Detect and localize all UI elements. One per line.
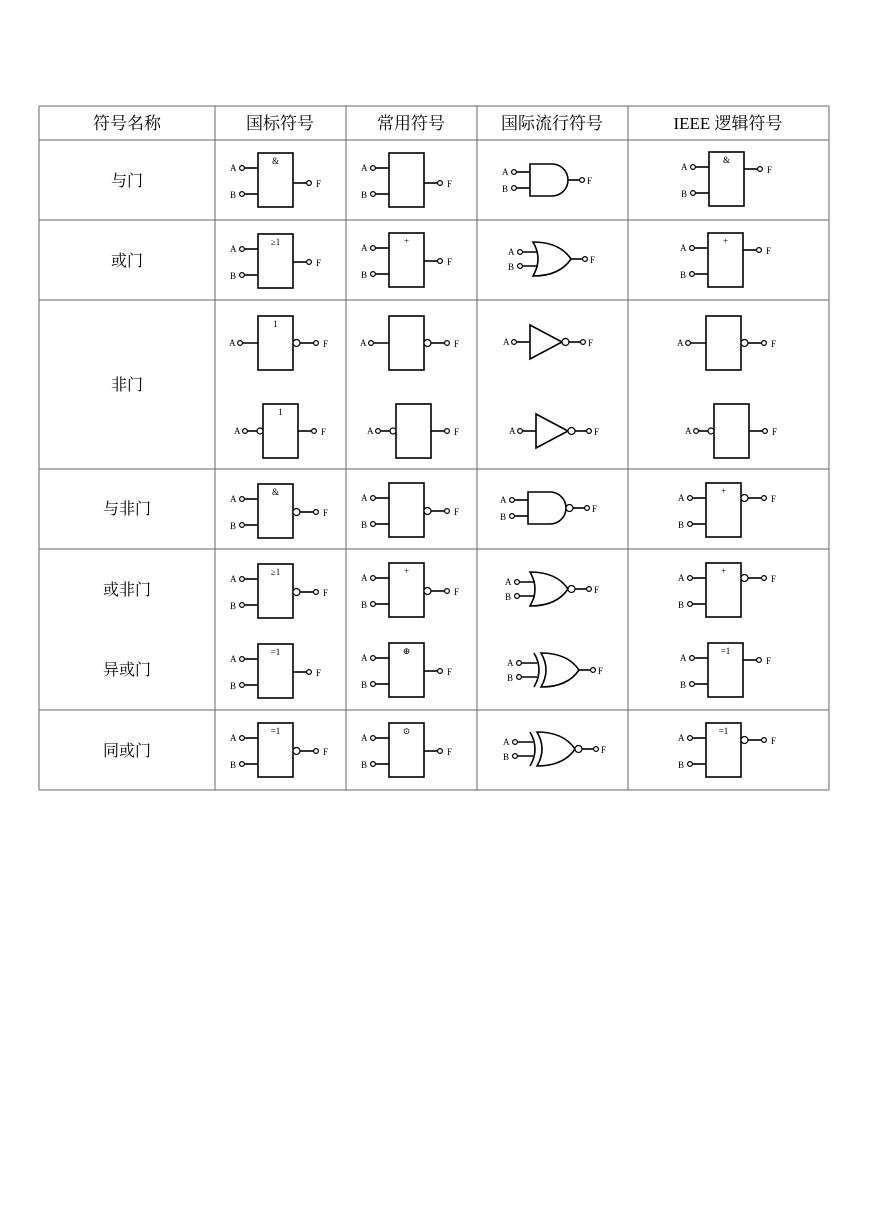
intl-xnor-gate-body <box>537 732 575 766</box>
intl-and-gate-pin-a: A <box>502 167 509 177</box>
gb-or-gate-pin-a: A <box>230 244 237 254</box>
gb-nor-gate-pin-b: B <box>230 601 237 611</box>
intl-nand-gate-pin-b: B <box>500 512 507 522</box>
intl-nand-gate-pin-a: A <box>500 495 507 505</box>
ieee-and-gate-label: & <box>722 155 731 165</box>
gb-not-gate-in-pin-a: A <box>234 426 241 436</box>
common-nor-gate <box>361 563 459 617</box>
intl-not-gate-1-pin-f: F <box>588 338 594 348</box>
header-international-symbol: 国际流行符号 <box>501 114 603 133</box>
ieee-nor-gate <box>678 563 776 617</box>
gb-xor-gate <box>230 644 321 698</box>
ieee-xor-gate-label: =1 <box>720 646 731 656</box>
common-nor-gate-pin-f: F <box>454 587 460 597</box>
gb-nand-gate <box>230 484 328 538</box>
gb-or-gate-pin-b: B <box>230 271 237 281</box>
ieee-not-gate-in-pin-f: F <box>772 427 778 437</box>
ieee-nand-gate-pin-f: F <box>771 494 777 504</box>
gb-xnor-gate-pin-f: F <box>323 747 329 757</box>
intl-xor-gate-pin-f: F <box>598 666 604 676</box>
common-xnor-gate-pin-f: F <box>447 747 453 757</box>
common-and-gate <box>361 153 452 207</box>
intl-or-gate-body <box>533 242 571 276</box>
intl-xor-gate-pin-a: A <box>507 658 514 668</box>
gb-xor-gate-label: =1 <box>270 647 281 657</box>
common-xor-gate-pin-f: F <box>447 667 453 677</box>
intl-nor-gate-pin-a: A <box>505 577 512 587</box>
gb-xnor-gate-pin-b: B <box>230 760 237 770</box>
ieee-and-gate <box>681 152 772 206</box>
gb-xnor-gate-pin-a: A <box>230 733 237 743</box>
intl-xnor-gate-xor-bar <box>530 732 535 766</box>
ieee-nor-gate-pin-b: B <box>678 600 685 610</box>
gb-or-gate <box>230 234 321 288</box>
gb-not-gate-out-pin-a: A <box>229 338 236 348</box>
intl-not-gate-2-pin-a: A <box>509 426 516 436</box>
ieee-and-gate-pin-f: F <box>767 165 773 175</box>
common-xnor-gate-label: ⊙ <box>402 726 411 736</box>
row-name-nor-gate: 或非门 <box>102 582 152 599</box>
gb-not-gate-in-pin-f: F <box>321 427 327 437</box>
gb-and-gate <box>230 153 321 207</box>
ieee-xnor-gate <box>678 723 776 777</box>
ieee-not-gate-out-pin-a: A <box>677 338 684 348</box>
common-not-gate-in-pin-f: F <box>454 427 460 437</box>
intl-xnor-gate-pin-b: B <box>503 752 510 762</box>
common-not-gate-in-pin-a: A <box>367 426 374 436</box>
common-not-gate-out <box>360 316 459 370</box>
common-nand-gate-body <box>389 483 424 537</box>
intl-not-gate-1-body <box>530 325 562 359</box>
intl-not-gate-1 <box>503 325 593 359</box>
header-ieee-symbol: IEEE 逻辑符号 <box>673 114 783 133</box>
intl-or-gate-pin-b: B <box>508 262 515 272</box>
gb-and-gate-pin-b: B <box>230 190 237 200</box>
ieee-not-gate-out-body <box>706 316 741 370</box>
common-not-gate-out-pin-a: A <box>360 338 367 348</box>
row-name-nand-gate: 与非门 <box>102 501 152 518</box>
intl-not-gate-2 <box>509 414 599 448</box>
row-name-not-gate: 非门 <box>110 377 144 394</box>
gb-nand-gate-pin-b: B <box>230 521 237 531</box>
common-not-gate-in-body <box>396 404 431 458</box>
common-and-gate-body <box>389 153 424 207</box>
gb-not-gate-in <box>234 404 326 458</box>
gb-not-gate-out <box>229 316 328 370</box>
gb-or-gate-pin-f: F <box>316 258 322 268</box>
common-nand-gate-pin-a: A <box>361 493 368 503</box>
intl-xnor-gate <box>503 732 606 766</box>
common-xor-gate-pin-b: B <box>361 680 368 690</box>
gate-symbols <box>229 152 777 777</box>
ieee-or-gate-label: + <box>722 236 729 246</box>
ieee-xnor-gate-pin-b: B <box>678 760 685 770</box>
row-names <box>103 172 151 760</box>
intl-xnor-gate-pin-f: F <box>601 745 607 755</box>
common-or-gate-label: + <box>403 236 410 246</box>
intl-and-gate-body <box>530 164 568 196</box>
ieee-nand-gate-pin-b: B <box>678 520 685 530</box>
intl-and-gate-pin-b: B <box>502 184 509 194</box>
common-or-gate-pin-f: F <box>447 257 453 267</box>
gb-nand-gate-pin-f: F <box>323 508 329 518</box>
gb-or-gate-label: ≥1 <box>270 237 281 247</box>
intl-xor-gate <box>507 653 603 687</box>
intl-nand-gate-body <box>528 492 566 524</box>
ieee-nor-gate-pin-a: A <box>678 573 685 583</box>
intl-and-gate <box>502 164 592 196</box>
header-gb-symbol: 国标符号 <box>246 114 314 133</box>
row-name-xnor-gate: 同或门 <box>102 743 152 760</box>
intl-and-gate-pin-f: F <box>587 176 593 186</box>
ieee-xor-gate-pin-b: B <box>680 680 687 690</box>
ieee-or-gate <box>680 233 771 287</box>
header-common-symbol: 常用符号 <box>377 114 445 133</box>
ieee-xnor-gate-pin-f: F <box>771 736 777 746</box>
common-or-gate-pin-a: A <box>361 243 368 253</box>
gb-not-gate-out-pin-f: F <box>323 339 329 349</box>
gb-nor-gate-pin-f: F <box>323 588 329 598</box>
gb-not-gate-out-label: 1 <box>273 319 278 329</box>
common-xnor-gate-pin-a: A <box>361 733 368 743</box>
common-xor-gate-label: ⊕ <box>402 646 411 656</box>
ieee-nor-gate-pin-f: F <box>771 574 777 584</box>
intl-xor-gate-pin-b: B <box>507 673 514 683</box>
intl-nand-gate <box>500 492 597 524</box>
gb-nand-gate-label: & <box>271 487 280 497</box>
common-xor-gate <box>361 643 452 697</box>
common-or-gate <box>361 233 452 287</box>
row-name-and-gate: 与门 <box>110 173 144 190</box>
table-grid <box>39 106 829 790</box>
ieee-xor-gate <box>680 643 771 697</box>
ieee-and-gate-pin-a: A <box>681 162 688 172</box>
common-nor-gate-pin-a: A <box>361 573 368 583</box>
gb-and-gate-label: & <box>271 156 280 166</box>
common-and-gate-pin-a: A <box>361 163 368 173</box>
gb-xor-gate-pin-f: F <box>316 668 322 678</box>
ieee-not-gate-in-body <box>714 404 749 458</box>
ieee-nand-gate-pin-a: A <box>678 493 685 503</box>
gb-xor-gate-pin-a: A <box>230 654 237 664</box>
gb-nand-gate-pin-a: A <box>230 494 237 504</box>
ieee-not-gate-in <box>685 404 777 458</box>
common-nand-gate <box>361 483 459 537</box>
ieee-nor-gate-label: + <box>720 566 727 576</box>
intl-or-gate-pin-f: F <box>590 255 596 265</box>
intl-nor-gate-body <box>530 572 568 606</box>
ieee-xnor-gate-pin-a: A <box>678 733 685 743</box>
ieee-nand-gate-label: + <box>720 486 727 496</box>
ieee-not-gate-out-pin-f: F <box>771 339 777 349</box>
gb-not-gate-in-label: 1 <box>278 407 283 417</box>
row-name-xor-gate: 异或门 <box>102 662 152 679</box>
ieee-nand-gate <box>678 483 776 537</box>
intl-not-gate-2-pin-f: F <box>594 427 600 437</box>
ieee-not-gate-out <box>677 316 776 370</box>
ieee-xor-gate-pin-f: F <box>766 656 772 666</box>
ieee-xnor-gate-label: =1 <box>718 726 729 736</box>
intl-nor-gate <box>505 572 599 606</box>
common-xnor-gate <box>361 723 452 777</box>
common-and-gate-pin-b: B <box>361 190 368 200</box>
common-not-gate-out-pin-f: F <box>454 339 460 349</box>
common-nor-gate-pin-b: B <box>361 600 368 610</box>
gb-nor-gate-pin-a: A <box>230 574 237 584</box>
intl-or-gate-pin-a: A <box>508 247 515 257</box>
ieee-not-gate-in-pin-a: A <box>685 426 692 436</box>
intl-xnor-gate-pin-a: A <box>503 737 510 747</box>
ieee-or-gate-pin-b: B <box>680 270 687 280</box>
gb-and-gate-pin-f: F <box>316 179 322 189</box>
common-or-gate-pin-b: B <box>361 270 368 280</box>
common-nand-gate-pin-b: B <box>361 520 368 530</box>
header-symbol-name: 符号名称 <box>93 114 161 133</box>
intl-xor-gate-xor-bar <box>534 653 539 687</box>
intl-not-gate-2-body <box>536 414 568 448</box>
common-nand-gate-pin-f: F <box>454 507 460 517</box>
common-xnor-gate-pin-b: B <box>361 760 368 770</box>
intl-not-gate-1-pin-a: A <box>503 337 510 347</box>
intl-nor-gate-pin-b: B <box>505 592 512 602</box>
ieee-or-gate-pin-f: F <box>766 246 772 256</box>
common-not-gate-in <box>367 404 459 458</box>
ieee-or-gate-pin-a: A <box>680 243 687 253</box>
common-and-gate-pin-f: F <box>447 179 453 189</box>
intl-nand-gate-pin-f: F <box>592 504 598 514</box>
ieee-xor-gate-pin-a: A <box>680 653 687 663</box>
table-header-row <box>93 114 783 133</box>
gb-and-gate-pin-a: A <box>230 163 237 173</box>
gb-nor-gate <box>230 564 328 618</box>
gb-xor-gate-pin-b: B <box>230 681 237 691</box>
ieee-and-gate-pin-b: B <box>681 189 688 199</box>
gb-xnor-gate-label: =1 <box>270 726 281 736</box>
intl-or-gate <box>508 242 595 276</box>
common-not-gate-out-body <box>389 316 424 370</box>
common-xor-gate-pin-a: A <box>361 653 368 663</box>
intl-nor-gate-pin-f: F <box>594 585 600 595</box>
gb-xnor-gate <box>230 723 328 777</box>
row-name-or-gate: 或门 <box>110 253 144 270</box>
common-nor-gate-label: + <box>403 566 410 576</box>
gb-nor-gate-label: ≥1 <box>270 567 281 577</box>
intl-xor-gate-body <box>541 653 579 687</box>
